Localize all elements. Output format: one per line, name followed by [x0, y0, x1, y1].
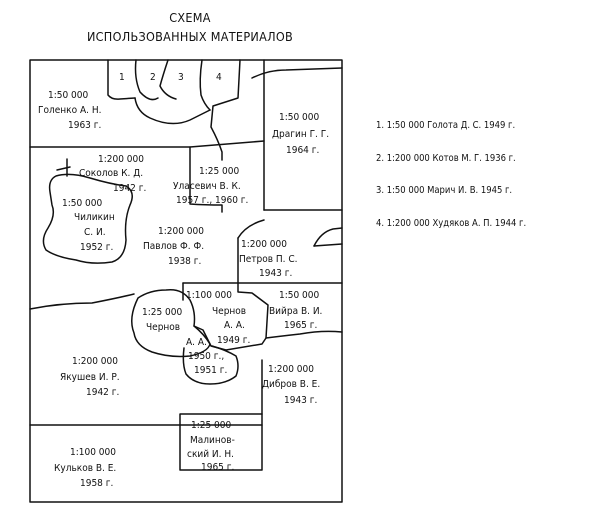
yakushev-scale: 1:200 000	[72, 356, 118, 367]
chilikin-scale: 1:50 000	[62, 198, 103, 209]
legend-item-4: 4. 1:200 000 Худяков А. П. 1944 г.	[376, 217, 527, 229]
kulkov-author: Кульков В. Е.	[54, 463, 117, 474]
dibrov-year: 1943 г.	[284, 395, 318, 406]
strip-number-1: 1	[119, 72, 125, 83]
strip-boundary	[160, 60, 176, 99]
chernov-box-author-line2: А. А.	[224, 320, 245, 331]
chilikin-author-line2: С. И.	[84, 227, 106, 238]
petrov-author: Петров П. С.	[239, 254, 298, 265]
map-title-line1: СХЕМА	[169, 10, 211, 25]
strip-boundary	[135, 98, 210, 124]
legend	[376, 118, 591, 248]
malinovsky-author-line2: ский И. Н.	[187, 449, 234, 460]
chernov-25-author-line1: Чернов	[146, 322, 181, 333]
chilikin-author-line1: Чиликин	[74, 212, 115, 223]
region-boundary	[30, 294, 134, 309]
dragin-scale: 1:50 000	[279, 112, 320, 123]
legend-item-2: 2. 1:200 000 Котов М. Г. 1936 г.	[376, 152, 516, 164]
petrov-year: 1943 г.	[259, 268, 293, 279]
dragin-year: 1964 г.	[286, 145, 320, 156]
pavlov-scale: 1:200 000	[158, 226, 204, 237]
dragin-author: Драгин Г. Г.	[272, 129, 330, 140]
region-boundary	[266, 331, 342, 338]
ulasevich-scale: 1:25 000	[199, 166, 240, 177]
chernov-25-years-line1: 1950 г.,	[188, 351, 225, 362]
chernov-25-author-line2: А. А.	[186, 337, 207, 348]
chilikin-year: 1952 г.	[80, 242, 114, 253]
chernov-box-author-line1: Чернов	[212, 306, 247, 317]
legend-item-1: 1. 1:50 000 Голота Д. С. 1949 г.	[376, 120, 516, 131]
kulkov-scale: 1:100 000	[70, 447, 116, 458]
yakushev-author: Якушев И. Р.	[60, 372, 120, 383]
vyira-author: Вийра В. И.	[269, 306, 323, 317]
dibrov-author: Дибров В. Е.	[262, 379, 321, 390]
golenko-year: 1963 г.	[68, 120, 102, 131]
small-arc	[314, 244, 342, 246]
strip-number-2: 2	[150, 72, 156, 83]
chernov-25-scale: 1:25 000	[142, 307, 183, 318]
sokolov-scale: 1:200 000	[98, 154, 144, 165]
yakushev-year: 1942 г.	[86, 387, 120, 398]
dibrov-scale: 1:200 000	[268, 364, 314, 375]
strip-number-4: 4	[216, 72, 222, 83]
malinovsky-scale: 1:25 000	[191, 420, 232, 431]
region-boundary	[252, 68, 342, 78]
golenko-author: Голенко А. Н.	[38, 105, 102, 116]
malinovsky-author-line1: Малинов-	[190, 435, 235, 446]
strip-boundary	[200, 60, 210, 110]
region-boundary	[238, 220, 264, 238]
map-title-line2: ИСПОЛЬЗОВАННЫХ МАТЕРИАЛОВ	[86, 29, 294, 44]
small-arc	[314, 228, 342, 246]
ulasevich-year: 1957 г., 1960 г.	[176, 195, 249, 206]
malinovsky-year: 1965 г.	[201, 462, 235, 473]
chernov-25-years-line2: 1951 г.	[194, 365, 228, 376]
chernov-box-scale: 1:100 000	[186, 290, 232, 301]
strip-number-3: 3	[178, 72, 184, 83]
legend-item-3: 3. 1:50 000 Марич И. В. 1945 г.	[376, 185, 513, 196]
pavlov-year: 1938 г.	[168, 256, 202, 267]
chernov-box-year: 1949 г.	[217, 335, 251, 346]
golenko-scale: 1:50 000	[48, 90, 89, 101]
pavlov-author: Павлов Ф. Ф.	[143, 241, 205, 252]
petrov-scale: 1:200 000	[241, 239, 287, 250]
road-tick	[57, 159, 70, 176]
vyira-scale: 1:50 000	[279, 290, 320, 301]
kulkov-year: 1958 г.	[80, 478, 114, 489]
region-boundary	[30, 141, 264, 147]
ulasevich-author: Уласевич В. К.	[173, 181, 241, 192]
vyira-year: 1965 г.	[284, 320, 318, 331]
sokolov-author: Соколов К. Д.	[79, 168, 144, 179]
sokolov-year: 1942 г.	[113, 183, 147, 194]
